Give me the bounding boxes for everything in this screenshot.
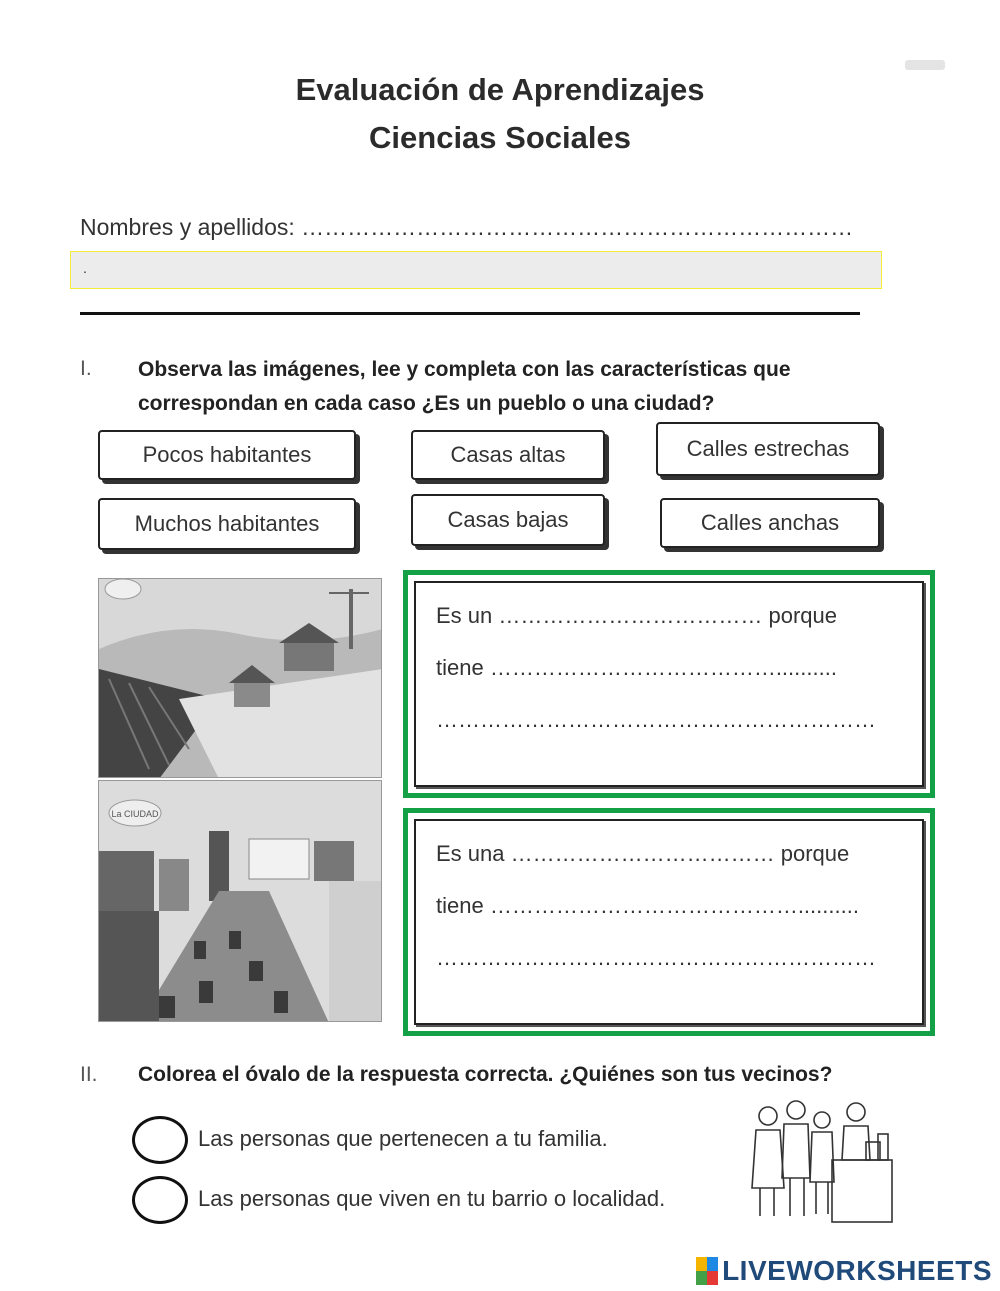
brand-name: LIVEWORKSHEETS — [722, 1255, 992, 1286]
answer-line: Es un ……………………………… porque — [436, 603, 837, 628]
option-chip[interactable]: Casas bajas — [411, 494, 605, 546]
answer-box-inner — [414, 581, 924, 787]
answer-line: tiene ………………………………….......... — [436, 655, 837, 680]
answer-line: tiene …………………………………….......... — [436, 893, 859, 918]
answer-oval[interactable] — [132, 1176, 188, 1224]
section-2-number: II. — [80, 1063, 98, 1086]
option-chip[interactable]: Casas altas — [411, 430, 605, 480]
answer-box-town[interactable] — [403, 570, 935, 798]
answer-line: Es una ……………………………… porque — [436, 841, 850, 866]
option-chip[interactable]: Pocos habitantes — [98, 430, 356, 480]
neighbors-illustration — [748, 1098, 898, 1228]
brand-icon — [696, 1257, 718, 1285]
city-badge: La CIUDAD — [111, 809, 159, 819]
option-chip[interactable]: Muchos habitantes — [98, 498, 356, 550]
name-label: Nombres y apellidos: ……………………………………………………………… — [80, 214, 854, 240]
people-icon — [748, 1098, 898, 1228]
option-chip[interactable]: Calles anchas — [660, 498, 880, 548]
page-title: Evaluación de Aprendizajes — [295, 72, 705, 107]
answer-oval[interactable] — [132, 1116, 188, 1164]
section-1-instruction-line2: correspondan en cada caso ¿Es un pueblo o una ciudad? — [138, 392, 715, 415]
corner-decoration — [905, 60, 945, 70]
answer-box-city[interactable] — [403, 808, 935, 1036]
city-illustration — [99, 781, 382, 1022]
answer-option: Las personas que pertenecen a tu familia. — [198, 1126, 608, 1151]
brand-logo — [696, 1255, 992, 1287]
answer-line: …………………………………………………… — [436, 945, 876, 970]
section-1-number: I. — [80, 357, 92, 380]
section-2-question: Colorea el óvalo de la respuesta correcta. ¿Quiénes son tus vecinos? — [138, 1063, 833, 1086]
answer-option: Las personas que viven en tu barrio o localidad. — [198, 1186, 666, 1211]
page-subtitle: Ciencias Sociales — [369, 120, 631, 155]
town-image — [98, 578, 382, 778]
town-illustration — [99, 579, 382, 778]
name-input[interactable]: . — [70, 251, 882, 289]
answer-box-inner — [414, 819, 924, 1025]
section-1-instruction-line1: Observa las imágenes, lee y completa con las características que — [138, 358, 791, 381]
answer-line: …………………………………………………… — [436, 707, 876, 732]
city-image — [98, 780, 382, 1022]
divider — [80, 312, 860, 315]
option-chip[interactable]: Calles estrechas — [656, 422, 880, 476]
